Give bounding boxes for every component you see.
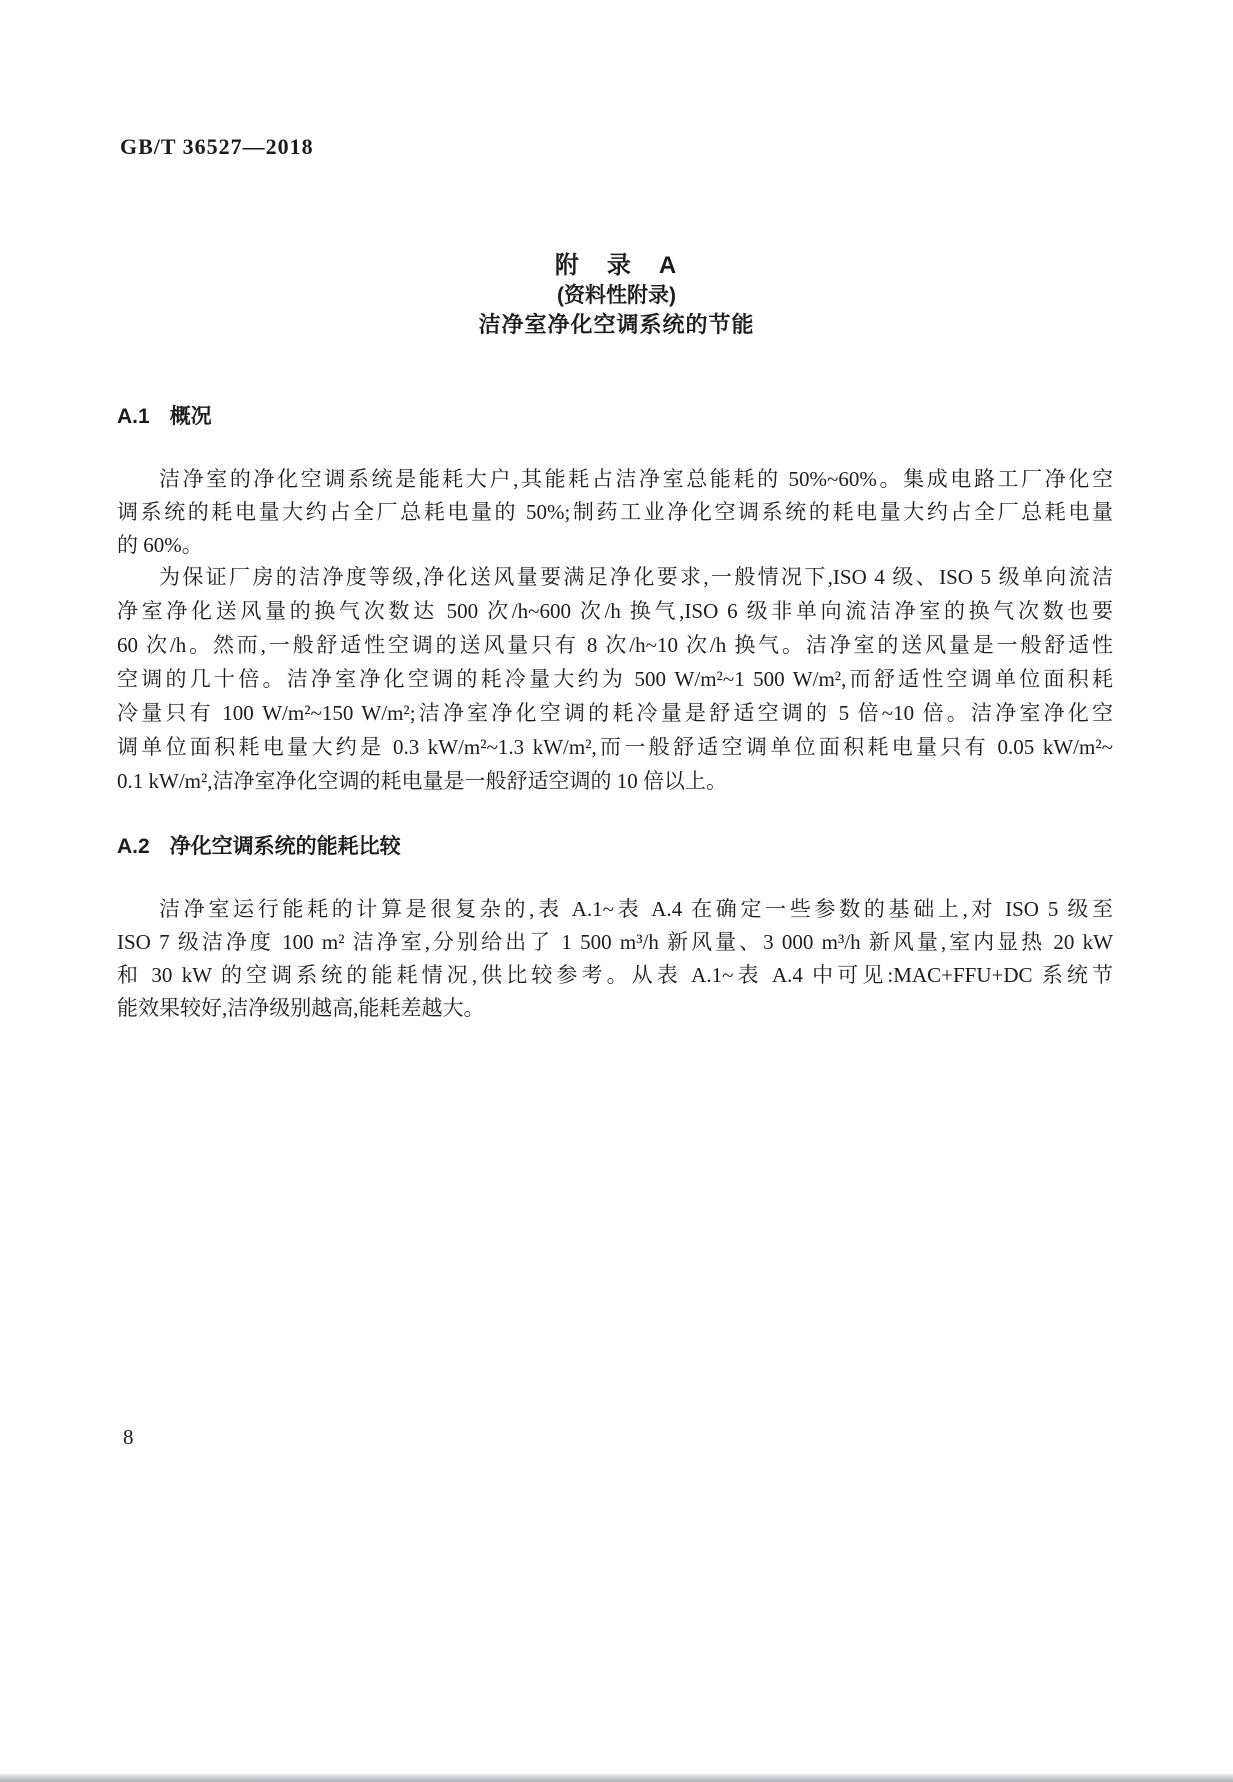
text-line: 净室净化送风量的换气次数达 500 次/h~600 次/h 换气,ISO 6 级非单向流洁净室的换气次数也要 [117,599,1113,623]
section-title: 概况 [169,405,212,428]
text-line: 能效果较好,洁净级别越高,能耗差越大。 [117,996,485,1020]
page-number: 8 [123,1425,134,1449]
text-line: 空调的几十倍。洁净室净化空调的耗冷量大约为 500 W/m²~1 500 W/m²,而舒适性空调单位面积耗 [117,667,1113,691]
paragraph [117,893,1113,1025]
section-label: A.1 [117,405,150,428]
text-line: 为保证厂房的洁净度等级,净化送风量要满足净化要求,一般情况下,ISO 4 级、ISO 5 级单向流洁 [159,565,1113,589]
paragraph [117,463,1113,562]
paragraph [117,560,1113,798]
scan-bottom-edge [0,1774,1233,1782]
text-line: 洁净室的净化空调系统是能耗大户,其能耗占洁净室总能耗的 50%~60%。集成电路工厂净化空 [159,467,1113,491]
appendix-type-label: (资料性附录) [557,284,676,307]
appendix-subject-title: 洁净室净化空调系统的节能 [478,312,755,337]
appendix-title: 附 录 A [554,252,679,279]
text-line: ISO 7 级洁净度 100 m² 洁净室,分别给出了 1 500 m³/h 新风量、3 000 m³/h 新风量,室内显热 20 kW [117,930,1113,954]
standard-number: GB/T 36527—2018 [120,134,314,159]
text-line: 的 60%。 [117,533,203,557]
text-line: 和 30 kW 的空调系统的能耗情况,供比较参考。从表 A.1~表 A.4 中可见:MAC+FFU+DC 系统节 [117,963,1113,987]
text-line: 调系统的耗电量大约占全厂总耗电量的 50%;制药工业净化空调系统的耗电量大约占全厂总耗电量 [117,500,1113,524]
text-line: 洁净室运行能耗的计算是很复杂的,表 A.1~表 A.4 在确定一些参数的基础上,对 ISO 5 级至 [159,897,1113,921]
text-line: 冷量只有 100 W/m²~150 W/m²;洁净室净化空调的耗冷量是舒适空调的 5 倍~10 倍。洁净室净化空 [117,701,1113,725]
text-line: 调单位面积耗电量大约是 0.3 kW/m²~1.3 kW/m²,而一般舒适空调单位面积耗电量只有 0.05 kW/m²~ [117,735,1113,759]
section-title: 净化空调系统的能耗比较 [169,835,401,858]
text-line: 0.1 kW/m²,洁净室净化空调的耗电量是一般舒适空调的 10 倍以上。 [117,769,728,793]
text-line: 60 次/h。然而,一般舒适性空调的送风量只有 8 次/h~10 次/h 换气。洁净室的送风量是一般舒适性 [117,633,1113,657]
section-label: A.2 [117,835,150,858]
section-heading-a1 [117,400,212,430]
section-heading-a2 [117,830,401,860]
